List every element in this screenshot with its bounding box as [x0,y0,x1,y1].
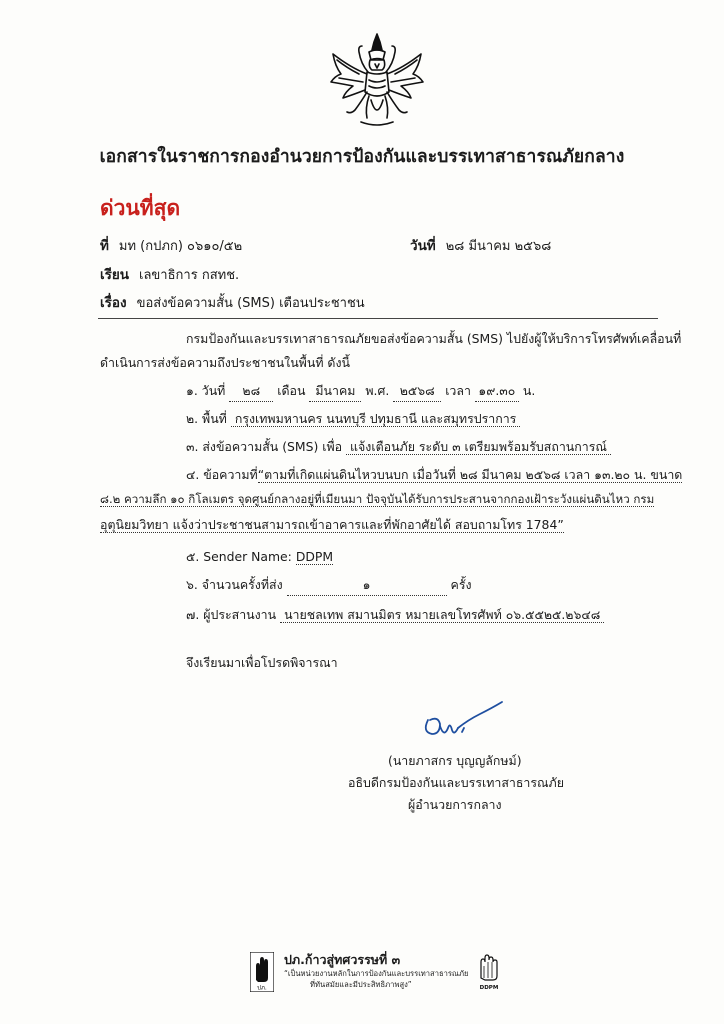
ref-label: ที่ [100,238,109,254]
org-title: เอกสารในราชการกองอำนวยการป้องกันและบรรเทาสาธารณภัยกลาง [99,147,625,167]
ddpm-logo-icon [476,952,502,992]
recipient-line [100,263,239,285]
date-label: วันที่ [410,238,436,254]
handwritten-signature [418,698,518,748]
header-divider [98,318,658,319]
logo-right-text: DDPM [479,985,499,991]
item-5-sender: ๕. Sender Name: DDPM [186,549,334,564]
item-2-area: ๒. พื้นที่ กรุงเทพมหานคร นนทบุรี ปทุมธานี และสมุทรปราการ [186,410,520,429]
item-4-message-line-1: ๔. ข้อความที่“ตามที่เกิดแผ่นดินไหวบนบก เมื่อวันที่ ๒๘ มีนาคม ๒๕๖๘ เวลา ๑๓.๒๐ น. ขนาด [186,467,683,482]
reference-line [100,234,242,256]
footer-banner [250,948,512,998]
sender-name-value: DDPM [295,549,334,564]
intro-line-1: กรมป้องกันและบรรเทาสาธารณภัยขอส่งข้อความสั้น (SMS) ไปยังผู้ให้บริการโทรศัพท์เคลื่อนที่ [186,331,682,346]
time-value: ๑๙.๓๐ [475,382,519,402]
date-value: ๒๘ มีนาคม ๒๕๖๘ [445,239,552,254]
date-line [410,234,551,256]
item-4-message-line-2 [100,491,654,509]
day-value: ๒๘ [229,382,273,402]
send-count-value: ๑ [287,576,447,596]
subject-line [100,291,365,313]
ref-value: มท (กปภก) ๐๖๑๐/๕๒ [118,239,243,254]
message-text-3: อุตุนิยมวิทยา แจ้งว่าประชาชนสามารถเข้าอาคารและที่พักอาศัยได้ สอบถามโทร 1784” [100,517,564,532]
area-value: กรุงเทพมหานคร นนทบุรี ปทุมธานี และสมุทรปราการ [231,411,521,427]
signatory-position-1: อธิบดีกรมป้องกันและบรรเทาสาธารณภัย [348,775,564,790]
year-value: ๒๕๖๘ [393,382,441,402]
item-6-count: ๖. จำนวนครั้งที่ส่ง ๑ ครั้ง [186,576,472,596]
footer-slogan-1: “เป็นหน่วยงานหลักในการป้องกันและบรรเทาสาธารณภัย [284,969,469,978]
signatory-position-2: ผู้อำนวยการกลาง [408,797,502,812]
urgency-label: ด่วนที่สุด [100,196,181,220]
item-3-purpose: ๓. ส่งข้อความสั้น (SMS) เพื่อ แจ้งเตือนภัย ระดับ ๓ เตรียมพร้อมรับสถานการณ์ [186,438,611,457]
coordinator-value: นายชลเทพ สมานมิตร หมายเลขโทรศัพท์ ๐๖.๕๕๒๕.๒๖๔๘ [280,607,604,623]
garuda-emblem-icon [325,30,429,130]
signatory-name: (นายภาสกร บุญญลักษม์) [388,753,522,768]
purpose-value: แจ้งเตือนภัย ระดับ ๓ เตรียมพร้อมรับสถานการณ์ [346,439,611,455]
subject-label: เรื่อง [100,295,127,311]
logo-left-text: ปภ. [257,984,267,992]
message-text-2: ๘.๒ ความลึก ๑๐ กิโลเมตร จุดศูนย์กลางอยู่ที่เมียนมา ปัจจุบันได้รับการประสานจากกองเฝ้าระวังแผ่นดินไหว กรม [100,492,655,506]
to-label: เรียน [100,267,130,283]
month-value: มีนาคม [309,382,361,402]
message-text-1: “ตามที่เกิดแผ่นดินไหวบนบก เมื่อวันที่ ๒๘ มีนาคม ๒๕๖๘ เวลา ๑๓.๒๐ น. ขนาด [257,467,683,482]
item-1-date-time: ๑. วันที่ ๒๘ เดือน มีนาคม พ.ศ. ๒๕๖๘ เวลา ๑๙.๓๐ น. [186,382,535,402]
item-4-message-line-3 [100,516,564,535]
intro-line-2: ดำเนินการส่งข้อความถึงประชาชนในพื้นที่ ดังนี้ [100,355,350,370]
to-value: เลขาธิการ กสทช. [139,268,240,283]
closing-line: จึงเรียนมาเพื่อโปรดพิจารณา [186,655,338,670]
footer-slogan-2: ที่ทันสมัยและมีประสิทธิภาพสูง” [310,980,412,989]
hand-logo-icon [250,952,274,992]
subject-value: ขอส่งข้อความสั้น (SMS) เตือนประชาชน [136,296,365,311]
footer-title: ปภ.ก้าวสู่ทศวรรษที่ ๓ [284,952,401,967]
item-7-coordinator: ๗. ผู้ประสานงาน นายชลเทพ สมานมิตร หมายเลขโทรศัพท์ ๐๖.๕๕๒๕.๒๖๔๘ [186,606,604,625]
